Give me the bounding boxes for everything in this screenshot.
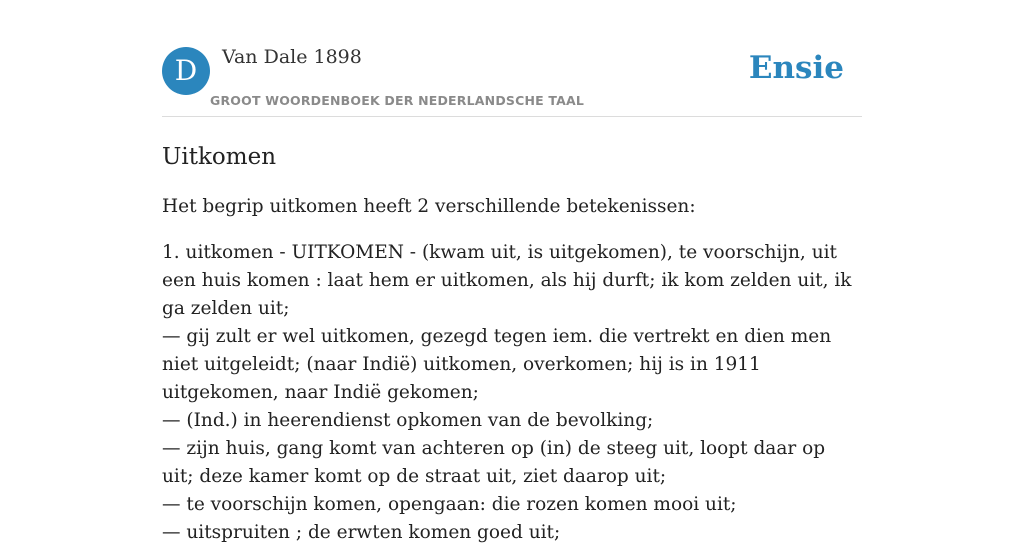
- meaning-line: — (Ind.) in heerendienst opkomen van de bevolking;: [162, 410, 654, 431]
- meaning-line: — gij zult er wel uitkomen, gezegd tegen iem. die vertrekt en dien men niet uitgeleidt; (naar Indië) uitkomen, overkomen; hij is in 1911 uitgekomen, naar Indië gekomen;: [162, 326, 832, 403]
- dictionary-avatar[interactable]: D: [162, 47, 210, 95]
- page-content: [162, 0, 862, 547]
- meaning-1: [162, 239, 862, 547]
- dictionary-subtitle: GROOT WOORDENBOEK DER NEDERLANDSCHE TAAL: [210, 93, 585, 108]
- page-header: [162, 0, 862, 117]
- dictionary-name[interactable]: Van Dale 1898: [222, 46, 362, 68]
- meaning-line: — te voorschijn komen, opengaan: die rozen komen mooi uit;: [162, 494, 737, 515]
- entry-intro: Het begrip uitkomen heeft 2 verschillende betekenissen:: [162, 196, 696, 217]
- meaning-line: — zijn huis, gang komt van achteren op (in) de steeg uit, loopt daar op uit; deze kamer komt op de straat uit, ziet daarop uit;: [162, 438, 826, 487]
- meaning-line: — uitspruiten ; de erwten komen goed uit;: [162, 522, 561, 543]
- meaning-line: 1. uitkomen - UITKOMEN - (kwam uit, is uitgekomen), te voorschijn, uit een huis komen : laat hem er uitkomen, als hij durft; ik kom zelden uit, ik ga zelden uit;: [162, 242, 852, 319]
- entry-title: Uitkomen: [162, 144, 277, 170]
- brand-logo[interactable]: Ensie: [748, 50, 844, 86]
